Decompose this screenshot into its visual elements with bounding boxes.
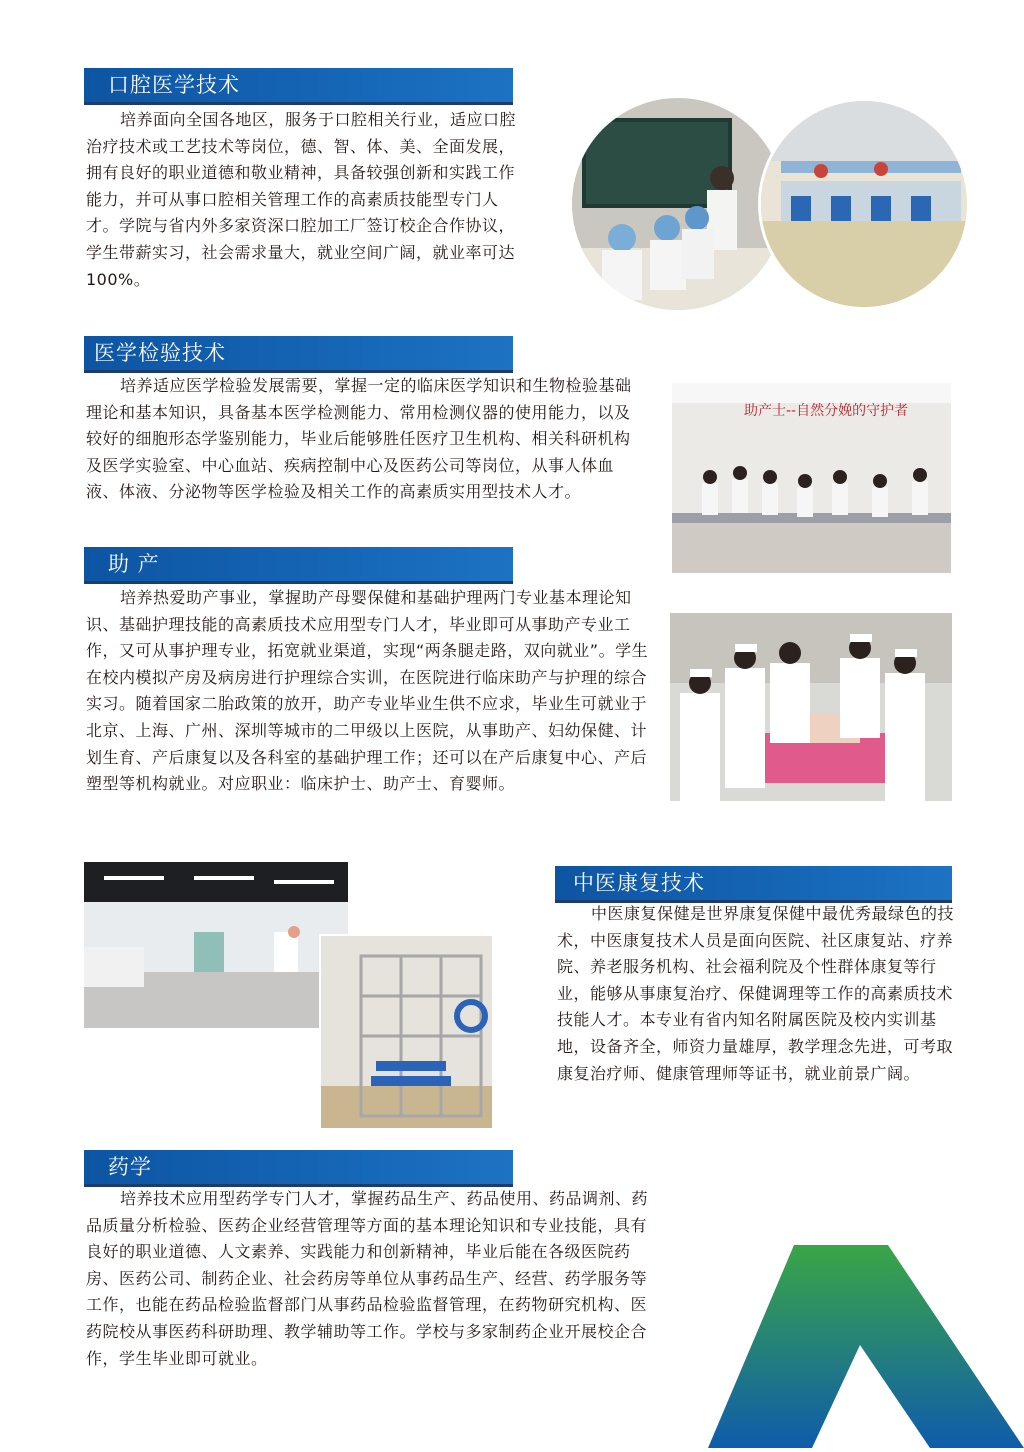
photo-rehab-room [84,862,348,1028]
photo-oral-classroom [572,98,784,310]
section-header-midwifery [84,547,513,581]
section-title-lab: 医学检验技术 [94,341,226,365]
section-title-oral: 口腔医学技术 [108,73,240,97]
section-title-midwifery: 助 产 [108,552,160,576]
section-text-midwifery-content: 培养热爱助产事业，掌握助产母婴保健和基础护理两门专业基本理论知识、基础护理技能的高素质技术应用型专门人才，毕业即可从事助产专业工作，又可从事护理专业，拓宽就业渠道，实现“两条腿走路，双向就业”。学生在校内模拟产房及病房进行护理综合实训，在医院进行临床助产与护理的综合实习。随着国家二胎政策的放开，助产专业毕业生供不应求，毕业生可就业于北京、上海、广州、深圳等城市的二甲级以上医院，从事助产、妇幼保健、计划生育、产后康复以及各科室的基础护理工作；还可以在产后康复中心、产后塑型等机构就业。对应职业：临床护士、助产士、育婴师。 [86,588,649,794]
section-title-tcm: 中医康复技术 [573,871,705,895]
photo-lab-classroom [672,383,951,573]
section-text-pharmacy [86,1186,662,1372]
section-title-pharmacy: 药学 [108,1155,152,1179]
section-header-oral [84,68,513,102]
section-text-lab-content: 培养适应医学检验发展需要，掌握一定的临床医学知识和生物检验基础理论和基本知识，具备基本医学检测能力、常用检测仪器的使用能力，以及较好的细胞形态学鉴别能力，毕业后能够胜任医疗卫生机构、相关科研机构及医学实验室、中心血站、疾病控制中心及医药公司等岗位，从事人体血液、体液、分泌物等医学检验及相关工作的高素质实用型技术人才。 [86,376,632,502]
section-header-tcm [555,866,952,900]
a-shape-logo-icon [708,1245,1024,1448]
section-text-midwifery [86,585,656,798]
section-text-lab [86,373,646,506]
section-text-tcm [557,901,965,1087]
section-text-tcm-content: 中医康复保健是世界康复保健中最优秀最绿色的技术，中医康复技术人员是面向医院、社区康复站、疗养院、养老服务机构、社会福利院及个性群体康复等行业，能够从事康复治疗、保健调理等工作的高素质技术技能人才。本专业有省内知名附属医院及校内实训基地，设备齐全，师资力量雄厚，教学理念先进，可考取康复治疗师、健康管理师等证书，就业前景广阔。 [557,904,955,1083]
photo-oral-lab [758,98,970,310]
section-header-lab [84,336,513,370]
classroom-banner: 助产士--自然分娩的守护者 [744,403,909,419]
section-header-pharmacy [84,1150,513,1184]
section-text-oral-content: 培养面向全国各地区，服务于口腔相关行业，适应口腔治疗技术或工艺技术等岗位，德、智、体、美、全面发展，拥有良好的职业道德和敬业精神，具备较强创新和实践工作能力，并可从事口腔相关管理工作的高素质技能型专门人才。学院与省内外多家资深口腔加工厂签订校企合作协议，学生带薪实习，社会需求量大，就业空间广阔，就业率可达100%。 [86,110,517,289]
section-text-oral [86,107,531,293]
section-text-pharmacy-content: 培养技术应用型药学专门人才，掌握药品生产、药品使用、药品调剂、药品质量分析检验、医药企业经营管理等方面的基本理论知识和专业技能，具有良好的职业道德、人文素养、实践能力和创新精神，毕业后能在各级医院药房、医药公司、制药企业、社会药房等单位从事药品生产、经营、药学服务等工作，也能在药品检验监督部门从事药品检验监督管理，在药物研究机构、医药院校从事医药科研助理、教学辅助等工作。学校与多家制药企业开展校企合作，学生毕业即可就业。 [86,1189,649,1368]
photo-rehab-equipment [319,934,494,1130]
photo-midwifery-training [670,613,952,801]
